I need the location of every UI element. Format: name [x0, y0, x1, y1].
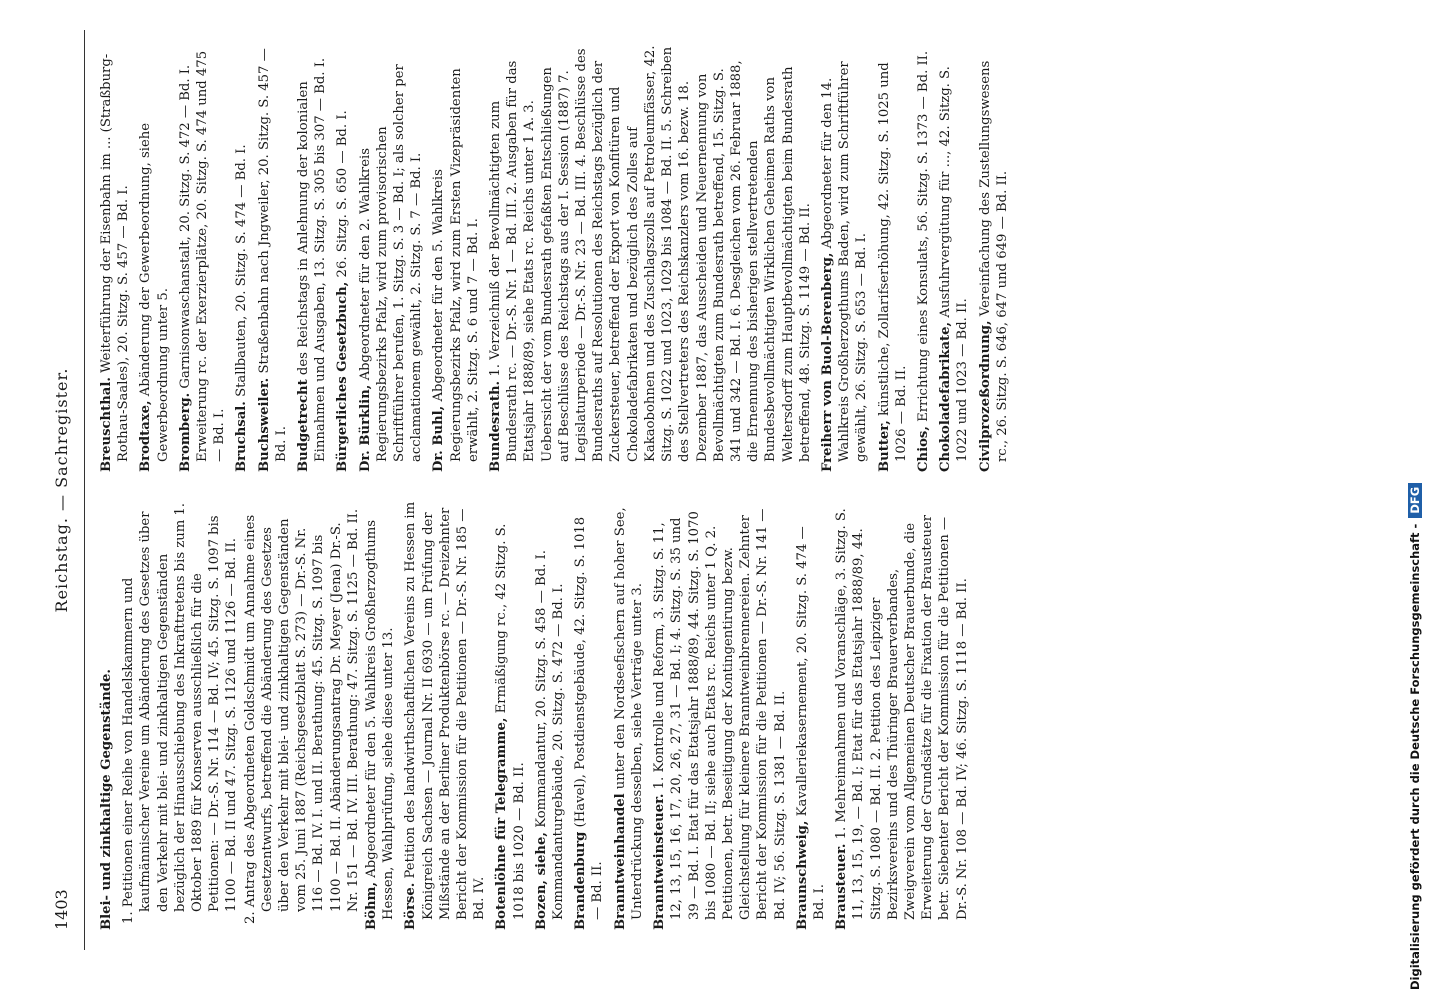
entry-heading: Brandenburg — [573, 831, 589, 930]
entry-body: 1. Mehreinnahmen und Voranschläge, 3. Sitzg. S. 11, 13, 15, 19, — Bd. I; Etat für das Etatsjahr 1888/89, 44. Sitzg. S. 1080 — Bd. II. 2. Petition des Leipziger Bezirksvereins und des Thüringer Brauerverbandes, Zweigverein vom Allgemeinen Deutscher Brauerbunde, die Erweiterung der Grundsätze für die Fixation der Brausteuer betr. Siebenter Bericht der Kommission für die Petitionen — Dr.-S. Nr. 108 — Bd. IV; 46. Sitzg. S. 1118 — Bd. II. — [834, 508, 970, 920]
entry-body: Weiterführung der Eisenbahn im ... (Straßburg-Rothau-Saales), 20. Sitzg. S. 457 — Bd. I. — [99, 53, 132, 462]
entry-heading: Bundesrath. — [488, 380, 504, 472]
entry-heading: Chokoladefabrikate, — [938, 321, 954, 472]
entry-body: Abänderung der Gewerbeordnung, siehe Gewerbeordnung unter 5. — [138, 122, 171, 462]
entry-heading: Bruchsal. — [234, 401, 250, 472]
entry-body: Ermäßigung rc., 42 Sitzg. S. 1018 bis 1020 — Bd. II. — [494, 523, 527, 920]
entry-heading: Bozen, siehe, — [533, 832, 549, 930]
index-entry — [430, 42, 482, 472]
entry-heading: Branntweinhandel — [612, 793, 628, 930]
index-entry — [487, 42, 814, 472]
index-entry — [363, 500, 397, 930]
index-entry — [819, 42, 871, 472]
header-rule — [84, 30, 85, 950]
entry-heading: Dr. Buhl, — [431, 405, 447, 472]
entry-heading: Buchsweiler. — [256, 377, 272, 472]
index-entry — [357, 42, 426, 472]
dfg-funding-notice — [1408, 10, 1430, 990]
entry-body: Abgeordneter für den 2. Wahlkreis Regierungsbezirks Pfalz, wird zum provisorischen Schriftführer berufen, 1. Sitzg. S. 3 — Bd. I; als solcher per acclamationem gewählt, 2. Sitzg. S. 7 — Bd. I. — [357, 64, 425, 462]
entry-body: Kavalleriekasernement, 20. Sitzg. S. 474 — Bd. I. — [794, 526, 827, 920]
entry-heading: Branntweinsteuer. — [652, 793, 668, 930]
entry-heading: Braunschweig, — [794, 820, 810, 930]
entry-heading: Botenlöhne für Telegramme, — [494, 717, 510, 930]
entry-heading: Blei- und zinkhaltige Gegenstände. — [99, 669, 114, 930]
entry-body: Vereinfachung des Zustellungswesens rc., 26. Sitzg. S. 646, 647 und 649 — Bd. II. — [977, 60, 1010, 462]
entry-body: 1. Petitionen einer Reihe von Handelskammern und kaufmännischer Vereine um Abänderung des Gesetzes über den Verkehr mit blei- und zinkhaltigen Gegenständen bezüglich der Hinausschiebung des Inkrafttretens bis zum 1. Oktober 1889 für Konserven ausschließlich für die Petitionen: — Dr.-S. Nr. 114 — Bd. IV; 45. Sitzg. S. 1097 bis 1100 — Bd. II und 47. Sitzg. S. 1126 und 1126 — Bd. II. — [121, 503, 240, 924]
entry-body: Garnisonwaschanstalt, 20. Sitzg. S. 472 — Bd. I. Erweiterung rc. der Exerzierplätze, 20. Sitzg. S. 474 und 475 — Bd. I. — [177, 50, 228, 462]
index-entry — [233, 42, 250, 472]
entry-body: 1. Kontrolle und Reform, 3. Sitzg. S. 11, 12, 13, 15, 16, 17, 20, 26, 27, 31 — Bd. I; 4. Sitzg. S. 35 und 39 — Bd. I. Etat für das Etatsjahr 1888/89, 44. Sitzg. S. 1070 bis 1080 — Bd. II; siehe auch Etats rc. Reichs unter 1 Q. 2. Petitionen, betr. Beseitigung der Kontingentirung bezw. Gleichstellung für kleinere Branntweinbrennereien. Zehnter Bericht der Kommission für die Petitionen — Dr.-S. Nr. 141 — Bd. IV; 56. Sitzg. S. 1381 — Bd. II. — [652, 508, 788, 920]
index-entry — [177, 42, 229, 472]
index-entry — [334, 42, 351, 472]
entry-body: Stallbauten, 20. Sitzg. S. 474 — Bd. I. — [234, 144, 250, 397]
entry-body: Kommandantur, 20. Sitzg. S. 458 — Bd. I. Kommandanturgebäude, 20. Sitzg. S. 472 — Bd. I. — [533, 550, 567, 920]
index-entry — [295, 42, 329, 472]
index-entry — [493, 500, 527, 930]
running-title: Reichstag. — Sachregister. — [52, 367, 71, 613]
index-entry — [651, 500, 789, 930]
entry-body: Abgeordneter für den 5. Wahlkreis Regierungsbezirks Pfalz, wird zum Ersten Vizepräsidenten erwählt, 2. Sitzg. S. 6 und 7 — Bd. I. — [431, 68, 481, 462]
index-entry — [120, 500, 240, 930]
entry-heading: Dr. Bürklin, — [357, 384, 373, 472]
entry-body: Straßenbahn nach Jngweiler, 20. Sitzg. S. 457 — Bd. I. — [256, 48, 289, 462]
page-header — [50, 30, 74, 950]
index-entry — [572, 500, 606, 930]
entry-heading: Böhm, — [364, 881, 380, 930]
index-entry — [937, 42, 971, 472]
index-entry — [242, 500, 362, 930]
entry-body: des Reichstags in Anlehnung der kolonialen Einnahmen und Ausgaben, 13. Sitzg. S. 305 bis 307 — Bd. I. — [296, 57, 329, 462]
funding-text: Digitalisierung gefördert durch die Deutsche Forschungsgemeinschaft - — [1408, 523, 1422, 990]
right-column — [98, 42, 1016, 472]
page-number: 1403 — [52, 889, 71, 930]
index-entry — [98, 42, 132, 472]
entry-body: 2. Antrag des Abgeordneten Goldschmidt um Annahme eines Gesetzentwurfs, betreffend die Abänderung des Gesetzes über den Verkehr mit blei- und zinkhaltigen Gegenständen vom 25. Juni 1887 (Reichsgesetzblatt S. 273) — Dr.-S. Nr. 116 — Bd. IV. I. und II. Berathung: 45. Sitzg. S. 1097 bis 1100 — Bd. II. Abänderungsantrag Dr. Meyer (Jena) Dr.-S. Nr. 151 — Bd. IV. III. Berathung: 47. Sitzg. S. 1125 — Bd. II. — [242, 508, 361, 924]
entry-heading: Budgetrecht — [296, 379, 312, 472]
index-entry — [533, 500, 567, 930]
index-entry — [402, 500, 488, 930]
index-entry — [612, 500, 646, 930]
entry-heading: Börse. — [403, 882, 419, 930]
index-entry — [256, 42, 290, 472]
entry-heading: Brodtaxe, — [138, 400, 154, 472]
entry-body: Errichtung eines Konsulats, 56. Sitzg. S. 1373 — Bd. II. — [915, 50, 931, 422]
entry-heading: Freiherr von Buol-Berenberg, — [819, 252, 835, 472]
entry-heading: Butter, — [876, 420, 892, 472]
entry-heading: Bürgerliches Gesetzbuch, — [335, 281, 351, 472]
entry-body: Abgeordneter für den 14. Wahlkreis Großherzogthums Baden, wird zum Schriftführer gewählt, 26. Sitzg. S. 653 — Bd. I. — [819, 61, 870, 462]
entry-body: Petition des landwirthschaftlichen Vereins zu Hessen im Königreich Sachsen — Journal Nr. II 6930 — um Prüfung der Mißstände an der Berliner Produktenbörse rc. — Dreizehnter Bericht der Kommission für die Petitionen — Dr.-S. Nr. 185 — Bd. IV. — [403, 501, 488, 920]
index-entry — [98, 500, 115, 930]
dfg-logo: DFG — [1408, 483, 1422, 518]
entry-body: (Havel), Postdienstgebäude, 42. Sitzg. S. 1018 — Bd. II. — [573, 516, 606, 920]
entry-heading: Brausteuer. — [834, 843, 850, 930]
entry-heading: Bromberg. — [177, 392, 193, 472]
entry-body: unter den Nordseefischern auf hoher See, Unterdrückung desselben, siehe Verträge unter 3. — [612, 507, 645, 920]
entry-body: 1. Verzeichniß der Bevollmächtigten zum Bundesrath rc. — Dr.-S. Nr. 1 — Bd. III. 2. Ausgaben für das Etatsjahr 1888/89, siehe Etats rc. Reichs unter 1 A. 3. Uebersicht der vom Bundesrath gefaßten Entschließungen auf Beschlüsse des Reichstags aus der I. Session (1887) 7. Legislaturperiode — Dr.-S. Nr. 23 — Bd. III. 4. Beschlüsse des Bundesraths auf Resolutionen des Reichstags bezüglich der Zuckersteuer, betreffend der Export von Konfitüren und Chokoladefabrikaten und bezüglich des Zolles auf Kakaobohnen und des Zuschlagszolls auf Petroleumfässer, 42. Sitzg. S. 1022 und 1023, 1029 bis 1084 — Bd. II. 5. Schreiben des Stellvertreters des Reichskanzlers vom 16. bezw. 18. Dezember 1887, das Ausscheiden und Neuernennung von Bevollmächtigten zum Bundesrath betreffend, 15. Sitzg. S. 341 und 342 — Bd. I. 6. Desgleichen vom 26. Februar 1888, die Ernennung des bisherigen stellvertretenden Bundesbevollmächtigten Wirklichen Geheimen Raths von Weltersdorff zum Hauptbevollmächtigten beim Bundesrath betreffend, 48. Sitzg. S. 1149 — Bd. II. — [488, 45, 813, 462]
rotated-page — [50, 30, 1410, 950]
index-entry — [137, 42, 171, 472]
index-entry — [977, 42, 1011, 472]
index-entry — [833, 500, 971, 930]
index-entry — [876, 42, 910, 472]
entry-body: Abgeordneter für den 5. Wahlkreis Großherzogthums Hessen, Wahlprüfung, siehe diese unter 13. — [364, 520, 397, 920]
entry-body: 26. Sitzg. S. 650 — Bd. I. — [335, 110, 351, 278]
entry-heading: Civilprozeßordnung, — [977, 320, 993, 472]
entry-heading: Chios, — [915, 426, 931, 472]
entry-body: künstliche, Zollarifserhöhung, 42. Sitzg. S. 1025 und 1026 — Bd. II. — [876, 62, 909, 462]
entry-heading: Breuschthal. — [99, 377, 114, 472]
index-entry — [915, 42, 932, 472]
index-entry — [794, 500, 828, 930]
left-column — [98, 500, 976, 930]
entry-body: Ausfuhrvergütung für ..., 42. Sitzg. S. 1022 und 1023 — Bd. II. — [938, 66, 971, 462]
